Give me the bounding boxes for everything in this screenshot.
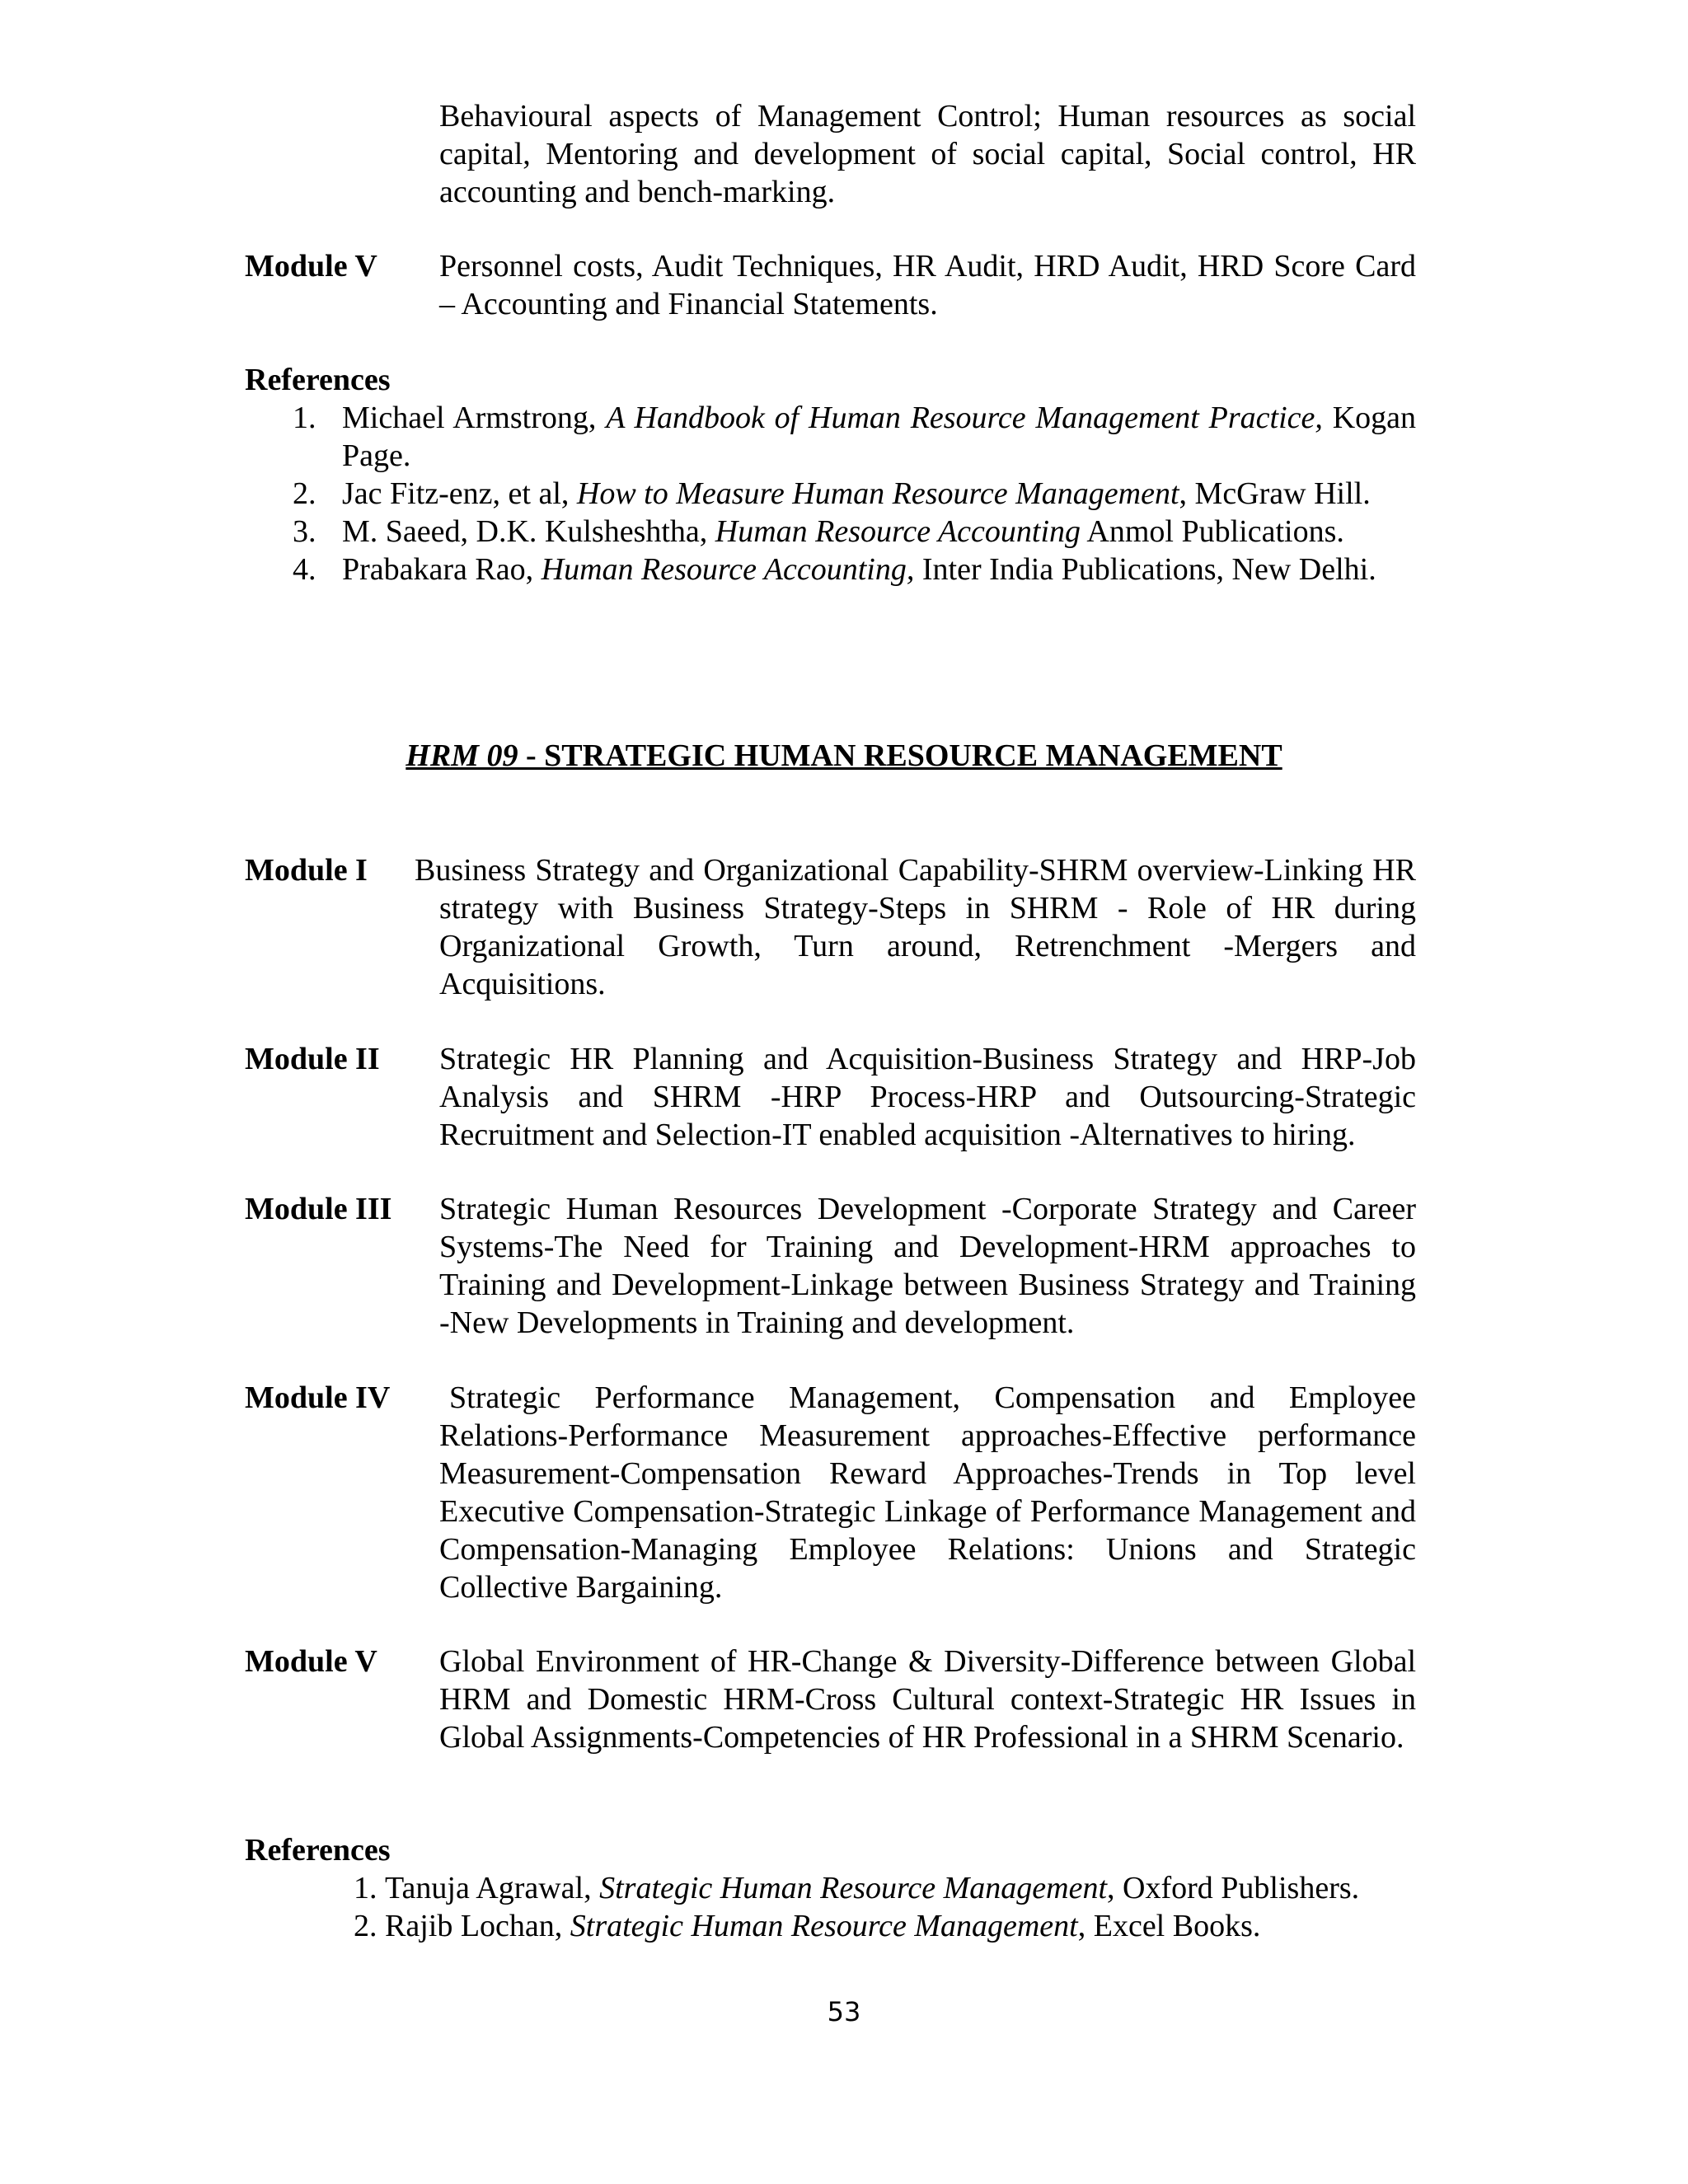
reference-number: 1. xyxy=(354,1871,377,1905)
module-label: Module III xyxy=(245,1192,392,1226)
reference-title: Human Resource Accounting, xyxy=(541,552,915,587)
reference-publisher: Anmol Publications. xyxy=(1081,514,1344,549)
reference-author: Tanuja Agrawal, xyxy=(385,1871,600,1905)
course-code: HRM 09 xyxy=(406,738,518,773)
reference-publisher: , McGraw Hill. xyxy=(1179,476,1371,511)
module-label: Module V xyxy=(245,1644,377,1679)
reference-number: 2. xyxy=(293,476,316,511)
prev-module-v-label: Module V xyxy=(245,249,377,284)
reference-number: 1. xyxy=(293,401,316,435)
module-text: Global Environment of HR-Change & Diversity-Difference between Global HRM and Domestic HRM-Cross Cultural context-Strategic HR Issues in Global Assignments-Competencies of HR Professional in a SHRM Scenario. xyxy=(439,1644,1416,1755)
page-number: 53 xyxy=(827,1996,861,2027)
module-text: Strategic HR Planning and Acquisition-Business Strategy and HRP-Job Analysis and SHRM -HRP Process-HRP and Outsourcing-Strategic Recruitment and Selection-IT enabled acquisition -Alternatives to hiring. xyxy=(439,1042,1416,1152)
course-references-heading: References xyxy=(245,1833,391,1868)
reference-publisher: , Oxford Publishers. xyxy=(1107,1871,1360,1905)
reference-author: Prabakara Rao, xyxy=(342,552,542,587)
reference-item xyxy=(354,1869,1456,1907)
reference-author: Rajib Lochan, xyxy=(385,1909,570,1943)
reference-author: Michael Armstrong, xyxy=(342,401,607,435)
reference-author: M. Saeed, D.K. Kulsheshtha, xyxy=(342,514,715,549)
reference-title: Strategic Human Resource Management xyxy=(570,1909,1078,1943)
module-label: Module IV xyxy=(245,1380,391,1415)
reference-title: Human Resource Accounting xyxy=(715,514,1081,549)
reference-author: Jac Fitz-enz, et al, xyxy=(342,476,577,511)
reference-item xyxy=(293,551,1416,588)
reference-number: 2. xyxy=(354,1909,377,1943)
prev-references-list xyxy=(293,399,1417,588)
reference-publisher: Inter India Publications, New Delhi. xyxy=(914,552,1376,587)
module-label: Module II xyxy=(245,1042,380,1076)
reference-title: Strategic Human Resource Management xyxy=(599,1871,1108,1905)
prev-references-heading: References xyxy=(245,363,391,397)
reference-number: 4. xyxy=(293,552,316,587)
reference-item xyxy=(293,475,1416,513)
reference-number: 3. xyxy=(293,514,316,549)
prev-module-v-text: Personnel costs, Audit Techniques, HR Audit, HRD Audit, HRD Score Card – Accounting and Financial Statements. xyxy=(439,249,1416,321)
course-references-list xyxy=(354,1869,1456,1945)
module-label: Module I xyxy=(245,853,368,888)
reference-publisher: Kogan Page. xyxy=(342,401,1417,473)
course-title xyxy=(0,737,1688,775)
course-name: - STRATEGIC HUMAN RESOURCE MANAGEMENT xyxy=(518,738,1282,773)
reference-item xyxy=(293,513,1416,551)
reference-title: A Handbook of Human Resource Management Practice, xyxy=(606,401,1323,435)
reference-publisher: , Excel Books. xyxy=(1077,1909,1261,1943)
reference-item xyxy=(293,399,1417,475)
reference-item xyxy=(354,1907,1456,1945)
module-text: Business Strategy and Organizational Capability-SHRM overview-Linking HR strategy with Business Strategy-Steps in SHRM - Role of HR during Organizational Growth, Turn around, Retrenchment -Mergers and Acquisitions. xyxy=(415,853,1416,1001)
reference-title: How to Measure Human Resource Management xyxy=(576,476,1179,511)
module-text: Strategic Human Resources Development -Corporate Strategy and Career Systems-The Need for Training and Development-HRM approaches to Training and Development-Linkage between Business Strategy and Training -New Developments in Training and development. xyxy=(439,1192,1416,1340)
module-text: Strategic Performance Management, Compensation and Employee Relations-Performance Measurement approaches-Effective performance Measurement-Compensation Reward Approaches-Trends in Top level Executive Compensation-Strategic Linkage of Performance Management and Compensation-Managing Employee Relations: Unions and Strategic Collective Bargaining. xyxy=(439,1380,1416,1605)
prev-module-continuation: Behavioural aspects of Management Control; Human resources as social capital, Mentoring and development of social capital, Social control, HR accounting and bench-marking. xyxy=(439,99,1416,209)
